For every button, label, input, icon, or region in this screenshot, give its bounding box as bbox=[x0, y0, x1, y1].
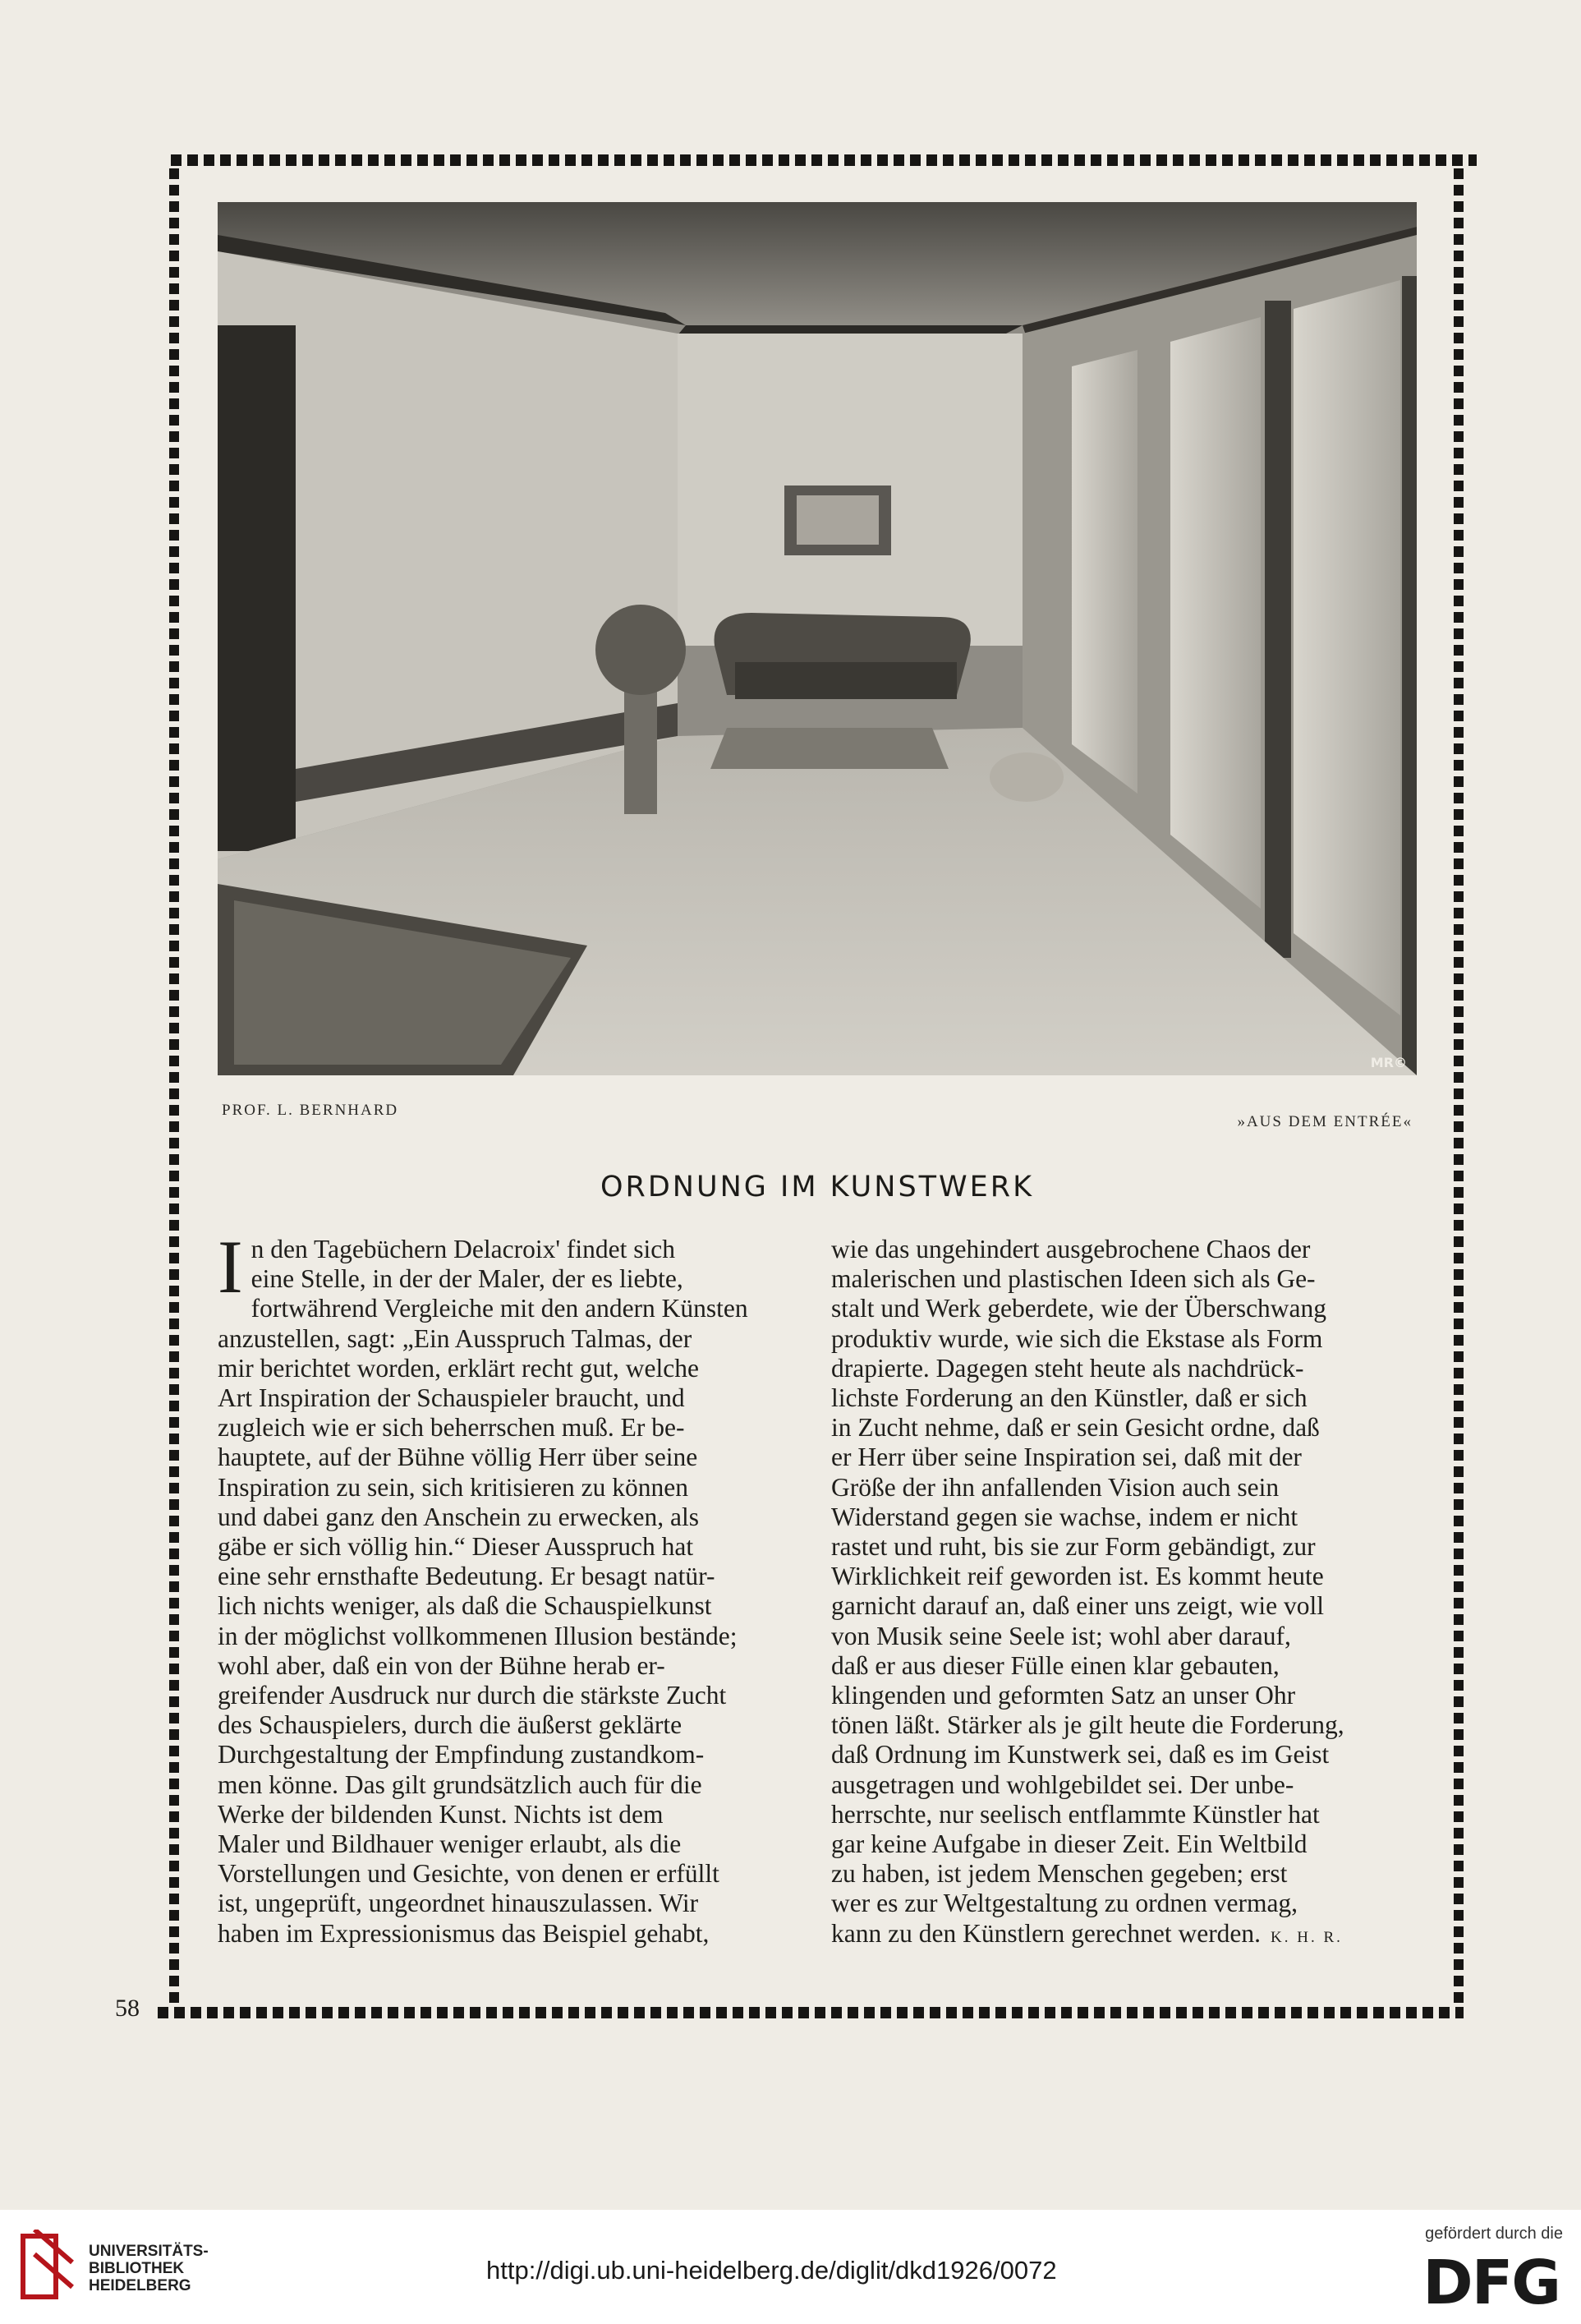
article-line-last bbox=[831, 1919, 1409, 1953]
library-name-line: HEIDELBERG bbox=[89, 2277, 191, 2294]
article-line: mir berichtet worden, erklärt recht gut, welche bbox=[218, 1353, 699, 1383]
article-line: men könne. Das gilt grundsätzlich auch für die bbox=[218, 1769, 702, 1799]
article-line: herrschte, nur seelisch entflammte Künstler hat bbox=[831, 1799, 1320, 1829]
article-line: Durchgestaltung der Empfindung zustandkom- bbox=[218, 1740, 705, 1769]
article-line: zugleich wie er sich beherrschen muß. Er be- bbox=[218, 1413, 685, 1443]
article-line: wer es zur Weltgestaltung zu ordnen vermag, bbox=[831, 1889, 1298, 1918]
article-line: von Musik seine Seele ist; wohl aber darauf, bbox=[831, 1621, 1291, 1650]
dfg-logo: DFG bbox=[1422, 2248, 1560, 2318]
article-line: Art Inspiration der Schauspieler braucht, und bbox=[218, 1383, 685, 1413]
photo-caption: »AUS DEM ENTRÉE« bbox=[1237, 1113, 1413, 1130]
library-logo-icon bbox=[18, 2230, 77, 2303]
library-name bbox=[89, 2243, 209, 2294]
author-initials: K. H. R. bbox=[1271, 1928, 1343, 1946]
article-line-text: kann zu den Künstlern gerechnet werden. bbox=[831, 1918, 1262, 1948]
article-line: eine Stelle, in der der Maler, der es liebte, bbox=[250, 1264, 683, 1294]
drop-cap: I bbox=[218, 1225, 243, 1309]
article-line: ausgetragen und wohlgebildet sei. Der unbe- bbox=[831, 1769, 1294, 1799]
article-line: rastet und ruht, bis sie zur Form gebändigt, zur bbox=[831, 1532, 1316, 1562]
article-line: daß Ordnung im Kunstwerk sei, daß es im Geist bbox=[831, 1740, 1330, 1769]
article-line: zu haben, ist jedem Menschen gegeben; erst bbox=[831, 1859, 1288, 1889]
article-title: ORDNUNG IM KUNSTWERK bbox=[600, 1171, 1035, 1203]
architect-credit: PROF. L. BERNHARD bbox=[222, 1102, 399, 1119]
decorative-border-right bbox=[1454, 168, 1464, 2004]
library-name-line: UNIVERSITÄTS- bbox=[89, 2243, 209, 2260]
article-line: drapierte. Dagegen steht heute als nachdrück- bbox=[831, 1353, 1304, 1383]
article-line: Wirklichkeit reif geworden ist. Es kommt heute bbox=[831, 1562, 1324, 1591]
article-line: Maler und Bildhauer weniger erlaubt, als die bbox=[218, 1829, 682, 1859]
article-line: tönen läßt. Stärker als je gilt heute die Forderung, bbox=[831, 1710, 1344, 1740]
article-line: n den Tagebüchern Delacroix' findet sich bbox=[250, 1235, 675, 1263]
article-line: fortwährend Vergleiche mit den andern Künsten bbox=[250, 1294, 748, 1323]
permalink[interactable]: http://digi.ub.uni-heidelberg.de/diglit/dkd1926/0072 bbox=[486, 2256, 1057, 2285]
photographer-monogram: MR© bbox=[1370, 1055, 1407, 1070]
digitization-footer bbox=[0, 2210, 1581, 2324]
article-line: wie das ungehindert ausgebrochene Chaos der bbox=[831, 1235, 1311, 1263]
article-line: und dabei ganz den Anschein zu erwecken, als bbox=[218, 1502, 700, 1531]
article-column-left bbox=[218, 1225, 796, 1949]
decorative-border-left bbox=[169, 168, 179, 2004]
article-line: des Schauspielers, durch die äußerst geklärte bbox=[218, 1710, 682, 1740]
article-line: in der möglichst vollkommenen Illusion bestände; bbox=[218, 1621, 738, 1650]
article-line: Widerstand gegen sie wachse, indem er nicht bbox=[831, 1502, 1298, 1531]
article-column-right bbox=[831, 1235, 1409, 1953]
article-line: haben im Expressionismus das Beispiel gehabt, bbox=[218, 1918, 710, 1948]
article-line: in Zucht nehme, daß er sein Gesicht ordne, daß bbox=[831, 1413, 1320, 1443]
article-line: gäbe er sich völlig hin.“ Dieser Ausspruch hat bbox=[218, 1532, 694, 1562]
article-line: hauptete, auf der Bühne völlig Herr über seine bbox=[218, 1443, 698, 1472]
article-line: wohl aber, daß ein von der Bühne herab er- bbox=[218, 1650, 665, 1680]
decorative-border-bottom bbox=[158, 2007, 1464, 2018]
page-number: 58 bbox=[115, 1995, 140, 2022]
article-line: ist, ungeprüft, ungeordnet hinauszulassen. Wir bbox=[218, 1889, 699, 1918]
article-line: lichste Forderung an den Künstler, daß er sich bbox=[831, 1383, 1308, 1413]
article-line: anzustellen, sagt: „Ein Ausspruch Talmas, der bbox=[218, 1323, 692, 1353]
article-line: Vorstellungen und Gesichte, von denen er erfüllt bbox=[218, 1859, 719, 1889]
article-line: stalt und Werk geberdete, wie der Überschwang bbox=[831, 1294, 1327, 1323]
article-line: Größe der ihn anfallenden Vision auch sein bbox=[831, 1472, 1280, 1502]
article-line: eine sehr ernsthafte Bedeutung. Er besagt natür- bbox=[218, 1562, 715, 1591]
entrance-hall-photograph bbox=[218, 202, 1417, 1075]
article-line: produktiv wurde, wie sich die Ekstase als Form bbox=[831, 1323, 1323, 1353]
article-line: Inspiration zu sein, sich kritisieren zu können bbox=[218, 1472, 688, 1502]
article-line: lich nichts weniger, als daß die Schauspielkunst bbox=[218, 1591, 712, 1621]
article-line: daß er aus dieser Fülle einen klar gebauten, bbox=[831, 1650, 1280, 1680]
article-line: garnicht darauf an, daß einer uns zeigt, wie voll bbox=[831, 1591, 1325, 1621]
article-line: er Herr über seine Inspiration sei, daß mit der bbox=[831, 1443, 1302, 1472]
article-line: Werke der bildenden Kunst. Nichts ist dem bbox=[218, 1799, 664, 1829]
article-line: klingenden und geformten Satz an unser Ohr bbox=[831, 1681, 1296, 1710]
library-name-line: BIBLIOTHEK bbox=[89, 2260, 185, 2277]
article-line: gar keine Aufgabe in dieser Zeit. Ein Weltbild bbox=[831, 1829, 1308, 1859]
article-line: greifender Ausdruck nur durch die stärkste Zucht bbox=[218, 1681, 727, 1710]
article-line: malerischen und plastischen Ideen sich als Ge- bbox=[831, 1264, 1316, 1294]
funded-by-label: gefördert durch die bbox=[1425, 2225, 1563, 2243]
decorative-border-top bbox=[171, 154, 1477, 166]
